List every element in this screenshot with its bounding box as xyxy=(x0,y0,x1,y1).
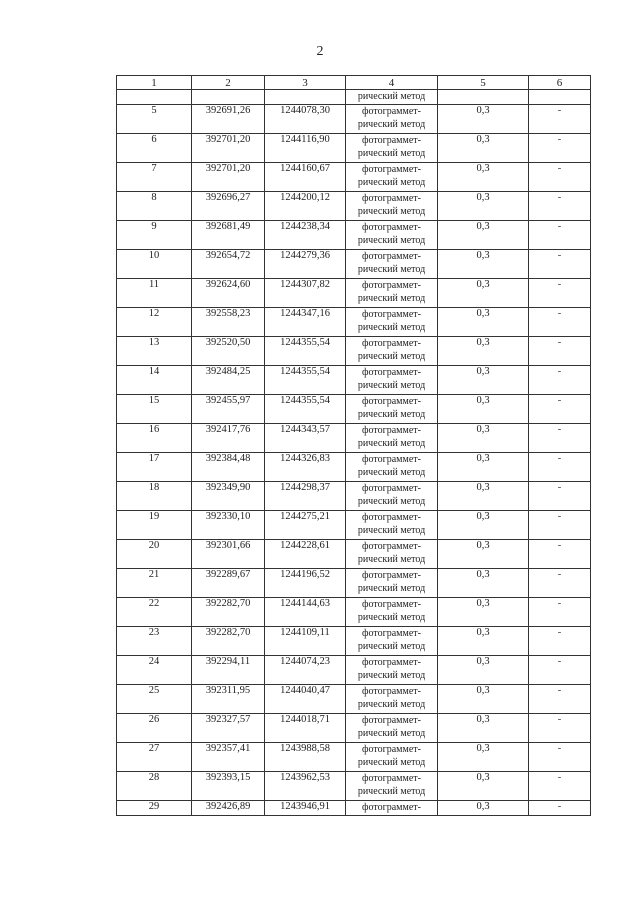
point-number-cell: 23 xyxy=(117,627,192,656)
header-cell: 2 xyxy=(192,76,265,90)
point-number-cell: 7 xyxy=(117,163,192,192)
method-line-2: рический метод xyxy=(357,670,426,681)
method-cell xyxy=(346,163,438,192)
y-coordinate-cell: 1243962,53 xyxy=(265,772,346,801)
x-coordinate-cell: 392654,72 xyxy=(192,250,265,279)
method-line-1: фотограммет- xyxy=(362,541,421,552)
precision-cell: 0,3 xyxy=(438,163,529,192)
method-line-1: фотограммет- xyxy=(362,396,421,407)
method-line-1: фотограммет- xyxy=(362,251,421,262)
method-cell xyxy=(346,192,438,221)
table-row xyxy=(117,395,591,424)
y-coordinate-cell: 1244200,12 xyxy=(265,192,346,221)
point-number-cell: 26 xyxy=(117,714,192,743)
precision-cell: 0,3 xyxy=(438,424,529,453)
method-line-2: рический метод xyxy=(357,641,426,652)
method-cell xyxy=(346,134,438,163)
method-line-2: рический метод xyxy=(357,380,426,391)
method-cell xyxy=(346,424,438,453)
method-line-1: фотограммет- xyxy=(362,773,421,784)
method-line-2: рический метод xyxy=(357,786,426,797)
method-line-2: рический метод xyxy=(357,119,426,130)
method-cell xyxy=(346,714,438,743)
x-coordinate-cell: 392330,10 xyxy=(192,511,265,540)
method-cell xyxy=(346,453,438,482)
precision-cell: 0,3 xyxy=(438,685,529,714)
x-coordinate-cell: 392282,70 xyxy=(192,627,265,656)
table-row xyxy=(117,627,591,656)
method-line-1: фотограммет- xyxy=(362,686,421,697)
table-row xyxy=(117,424,591,453)
method-line-2: рический метод xyxy=(357,438,426,449)
point-number-cell: 28 xyxy=(117,772,192,801)
table-row xyxy=(117,366,591,395)
x-coordinate-cell: 392624,60 xyxy=(192,279,265,308)
method-line-2: рический метод xyxy=(357,699,426,710)
table-row xyxy=(117,511,591,540)
x-coordinate-cell: 392282,70 xyxy=(192,598,265,627)
y-coordinate-cell: 1244326,83 xyxy=(265,453,346,482)
table-row xyxy=(117,279,591,308)
note-cell: - xyxy=(529,656,591,685)
method-line-2: рический метод xyxy=(357,322,426,333)
x-coordinate-cell: 392384,48 xyxy=(192,453,265,482)
y-coordinate-cell: 1243988,58 xyxy=(265,743,346,772)
point-number-cell: 24 xyxy=(117,656,192,685)
note-cell: - xyxy=(529,772,591,801)
x-coordinate-cell: 392484,25 xyxy=(192,366,265,395)
x-coordinate-cell: 392301,66 xyxy=(192,540,265,569)
note-cell: - xyxy=(529,801,591,816)
method-cell xyxy=(346,743,438,772)
note-cell: - xyxy=(529,337,591,366)
method-line-2: рический метод xyxy=(357,206,426,217)
x-coordinate-cell: 392455,97 xyxy=(192,395,265,424)
point-number-cell: 21 xyxy=(117,569,192,598)
header-cell: 3 xyxy=(265,76,346,90)
method-line-2: рический метод xyxy=(357,496,426,507)
note-cell: - xyxy=(529,714,591,743)
y-coordinate-cell: 1244307,82 xyxy=(265,279,346,308)
table-row xyxy=(117,453,591,482)
point-number-cell: 29 xyxy=(117,801,192,816)
note-cell: - xyxy=(529,366,591,395)
header-cell: 4 xyxy=(346,76,438,90)
method-line-2: рический метод xyxy=(357,583,426,594)
method-cell xyxy=(346,627,438,656)
table-row xyxy=(117,163,591,192)
y-coordinate-cell: 1244074,23 xyxy=(265,656,346,685)
method-cell xyxy=(346,221,438,250)
point-number-cell: 17 xyxy=(117,453,192,482)
x-coordinate-cell: 392558,23 xyxy=(192,308,265,337)
header-cell: 5 xyxy=(438,76,529,90)
y-coordinate-cell: 1243946,91 xyxy=(265,801,346,816)
header-cell: 6 xyxy=(529,76,591,90)
x-coordinate-cell: 392696,27 xyxy=(192,192,265,221)
method-line-1: фотограммет- xyxy=(362,222,421,233)
point-number-cell: 27 xyxy=(117,743,192,772)
precision-cell: 0,3 xyxy=(438,366,529,395)
method-cell xyxy=(346,540,438,569)
method-line-1: фотограммет- xyxy=(362,106,421,117)
point-number-cell: 14 xyxy=(117,366,192,395)
continuation-row xyxy=(117,90,591,105)
method-cell xyxy=(346,366,438,395)
method-cell xyxy=(346,482,438,511)
y-coordinate-cell: 1244238,34 xyxy=(265,221,346,250)
table-row xyxy=(117,656,591,685)
x-coordinate-cell: 392357,41 xyxy=(192,743,265,772)
y-coordinate-cell: 1244116,90 xyxy=(265,134,346,163)
y-coordinate-cell: 1244275,21 xyxy=(265,511,346,540)
precision-cell: 0,3 xyxy=(438,714,529,743)
method-cell xyxy=(346,337,438,366)
point-number-cell: 20 xyxy=(117,540,192,569)
table-row xyxy=(117,685,591,714)
note-cell: - xyxy=(529,743,591,772)
y-coordinate-cell: 1244298,37 xyxy=(265,482,346,511)
header-row xyxy=(117,76,591,90)
point-number-cell: 9 xyxy=(117,221,192,250)
table-row xyxy=(117,192,591,221)
method-line-2: рический метод xyxy=(357,757,426,768)
x-coordinate-cell: 392681,49 xyxy=(192,221,265,250)
note-cell: - xyxy=(529,308,591,337)
y-coordinate-cell: 1244347,16 xyxy=(265,308,346,337)
precision-cell: 0,3 xyxy=(438,569,529,598)
method-line-2: рический метод xyxy=(357,293,426,304)
note-cell: - xyxy=(529,685,591,714)
note-cell: - xyxy=(529,627,591,656)
method-cell: фотограммет- xyxy=(346,801,438,816)
y-coordinate-cell: 1244040,47 xyxy=(265,685,346,714)
point-number-cell: 25 xyxy=(117,685,192,714)
y-coordinate-cell: 1244343,57 xyxy=(265,424,346,453)
precision-cell: 0,3 xyxy=(438,105,529,134)
precision-cell: 0,3 xyxy=(438,772,529,801)
point-number-cell: 10 xyxy=(117,250,192,279)
method-cell xyxy=(346,598,438,627)
method-line-1: фотограммет- xyxy=(362,135,421,146)
precision-cell: 0,3 xyxy=(438,221,529,250)
note-cell: - xyxy=(529,511,591,540)
x-coordinate-cell: 392417,76 xyxy=(192,424,265,453)
method-cell xyxy=(346,569,438,598)
x-coordinate-cell: 392701,20 xyxy=(192,134,265,163)
note-cell: - xyxy=(529,250,591,279)
precision-cell: 0,3 xyxy=(438,134,529,163)
method-cell xyxy=(346,656,438,685)
table-row xyxy=(117,598,591,627)
table-row xyxy=(117,743,591,772)
method-cell xyxy=(346,105,438,134)
note-cell: - xyxy=(529,540,591,569)
table-row xyxy=(117,482,591,511)
precision-cell: 0,3 xyxy=(438,453,529,482)
precision-cell: 0,3 xyxy=(438,250,529,279)
method-line-1: фотограммет- xyxy=(362,744,421,755)
method-line-1: фотограммет- xyxy=(362,599,421,610)
method-line-1: фотограммет- xyxy=(362,454,421,465)
method-cell xyxy=(346,772,438,801)
method-cell xyxy=(346,279,438,308)
method-line-2: рический метод xyxy=(357,409,426,420)
method-line-1: фотограммет- xyxy=(362,483,421,494)
table-row xyxy=(117,801,591,816)
x-coordinate-cell: 392701,20 xyxy=(192,163,265,192)
method-line-1: фотограммет- xyxy=(362,338,421,349)
precision-cell: 0,3 xyxy=(438,627,529,656)
point-number-cell: 13 xyxy=(117,337,192,366)
method-line-2: рический метод xyxy=(357,612,426,623)
table-row xyxy=(117,714,591,743)
method-cell xyxy=(346,511,438,540)
table-row xyxy=(117,221,591,250)
table-row xyxy=(117,308,591,337)
method-line-1: фотограммет- xyxy=(362,193,421,204)
precision-cell: 0,3 xyxy=(438,308,529,337)
x-coordinate-cell: 392289,67 xyxy=(192,569,265,598)
precision-cell: 0,3 xyxy=(438,337,529,366)
precision-cell: 0,3 xyxy=(438,801,529,816)
method-line-1: фотограммет- xyxy=(362,715,421,726)
point-number-cell: 15 xyxy=(117,395,192,424)
table-row xyxy=(117,772,591,801)
y-coordinate-cell: 1244355,54 xyxy=(265,395,346,424)
y-coordinate-cell: 1244160,67 xyxy=(265,163,346,192)
note-cell: - xyxy=(529,482,591,511)
method-line-1: фотограммет- xyxy=(362,425,421,436)
precision-cell: 0,3 xyxy=(438,598,529,627)
table-row xyxy=(117,569,591,598)
method-line-2: рический метод xyxy=(357,148,426,159)
precision-cell: 0,3 xyxy=(438,656,529,685)
y-coordinate-cell: 1244228,61 xyxy=(265,540,346,569)
method-line-1: фотограммет- xyxy=(362,367,421,378)
method-line-1: фотограммет- xyxy=(362,512,421,523)
precision-cell: 0,3 xyxy=(438,482,529,511)
note-cell: - xyxy=(529,453,591,482)
precision-cell: 0,3 xyxy=(438,540,529,569)
point-number-cell: 19 xyxy=(117,511,192,540)
x-coordinate-cell: 392294,11 xyxy=(192,656,265,685)
note-cell: - xyxy=(529,163,591,192)
note-cell: - xyxy=(529,279,591,308)
method-line-1: фотограммет- xyxy=(362,309,421,320)
precision-cell: 0,3 xyxy=(438,279,529,308)
x-coordinate-cell: 392426,89 xyxy=(192,801,265,816)
method-line-2: рический метод xyxy=(357,467,426,478)
table-row xyxy=(117,134,591,163)
table-row xyxy=(117,250,591,279)
method-line-2: рический метод xyxy=(357,351,426,362)
note-cell: - xyxy=(529,424,591,453)
point-number-cell: 11 xyxy=(117,279,192,308)
point-number-cell: 8 xyxy=(117,192,192,221)
method-line-1: фотограммет- xyxy=(362,164,421,175)
point-number-cell: 22 xyxy=(117,598,192,627)
precision-cell: 0,3 xyxy=(438,192,529,221)
y-coordinate-cell: 1244279,36 xyxy=(265,250,346,279)
table-row xyxy=(117,337,591,366)
precision-cell: 0,3 xyxy=(438,395,529,424)
method-line-1: фотограммет- xyxy=(362,280,421,291)
method-line-2: рический метод xyxy=(357,177,426,188)
precision-cell: 0,3 xyxy=(438,511,529,540)
x-coordinate-cell: 392349,90 xyxy=(192,482,265,511)
x-coordinate-cell: 392327,57 xyxy=(192,714,265,743)
method-line-1: фотограммет- xyxy=(362,570,421,581)
x-coordinate-cell: 392520,50 xyxy=(192,337,265,366)
method-cell xyxy=(346,308,438,337)
method-line-1: фотограммет- xyxy=(362,657,421,668)
y-coordinate-cell: 1244109,11 xyxy=(265,627,346,656)
method-cell: рический метод xyxy=(346,90,438,105)
method-line-2: рический метод xyxy=(357,264,426,275)
y-coordinate-cell: 1244196,52 xyxy=(265,569,346,598)
table-row xyxy=(117,540,591,569)
method-line-2: рический метод xyxy=(357,728,426,739)
header-cell: 1 xyxy=(117,76,192,90)
method-cell xyxy=(346,395,438,424)
note-cell: - xyxy=(529,395,591,424)
coordinates-table xyxy=(116,75,591,816)
note-cell: - xyxy=(529,598,591,627)
method-line-2: рический метод xyxy=(357,525,426,536)
note-cell: - xyxy=(529,569,591,598)
y-coordinate-cell: 1244144,63 xyxy=(265,598,346,627)
point-number-cell: 5 xyxy=(117,105,192,134)
note-cell: - xyxy=(529,105,591,134)
precision-cell: 0,3 xyxy=(438,743,529,772)
y-coordinate-cell: 1244078,30 xyxy=(265,105,346,134)
point-number-cell: 12 xyxy=(117,308,192,337)
method-line-2: рический метод xyxy=(357,554,426,565)
table-row xyxy=(117,105,591,134)
x-coordinate-cell: 392311,95 xyxy=(192,685,265,714)
note-cell: - xyxy=(529,221,591,250)
note-cell: - xyxy=(529,134,591,163)
point-number-cell: 6 xyxy=(117,134,192,163)
method-line-1: фотограммет- xyxy=(362,628,421,639)
page-number: 2 xyxy=(316,44,324,59)
x-coordinate-cell: 392393,15 xyxy=(192,772,265,801)
method-line-2: рический метод xyxy=(357,235,426,246)
y-coordinate-cell: 1244018,71 xyxy=(265,714,346,743)
y-coordinate-cell: 1244355,54 xyxy=(265,366,346,395)
method-cell xyxy=(346,685,438,714)
y-coordinate-cell: 1244355,54 xyxy=(265,337,346,366)
method-cell xyxy=(346,250,438,279)
note-cell: - xyxy=(529,192,591,221)
point-number-cell: 16 xyxy=(117,424,192,453)
point-number-cell: 18 xyxy=(117,482,192,511)
x-coordinate-cell: 392691,26 xyxy=(192,105,265,134)
